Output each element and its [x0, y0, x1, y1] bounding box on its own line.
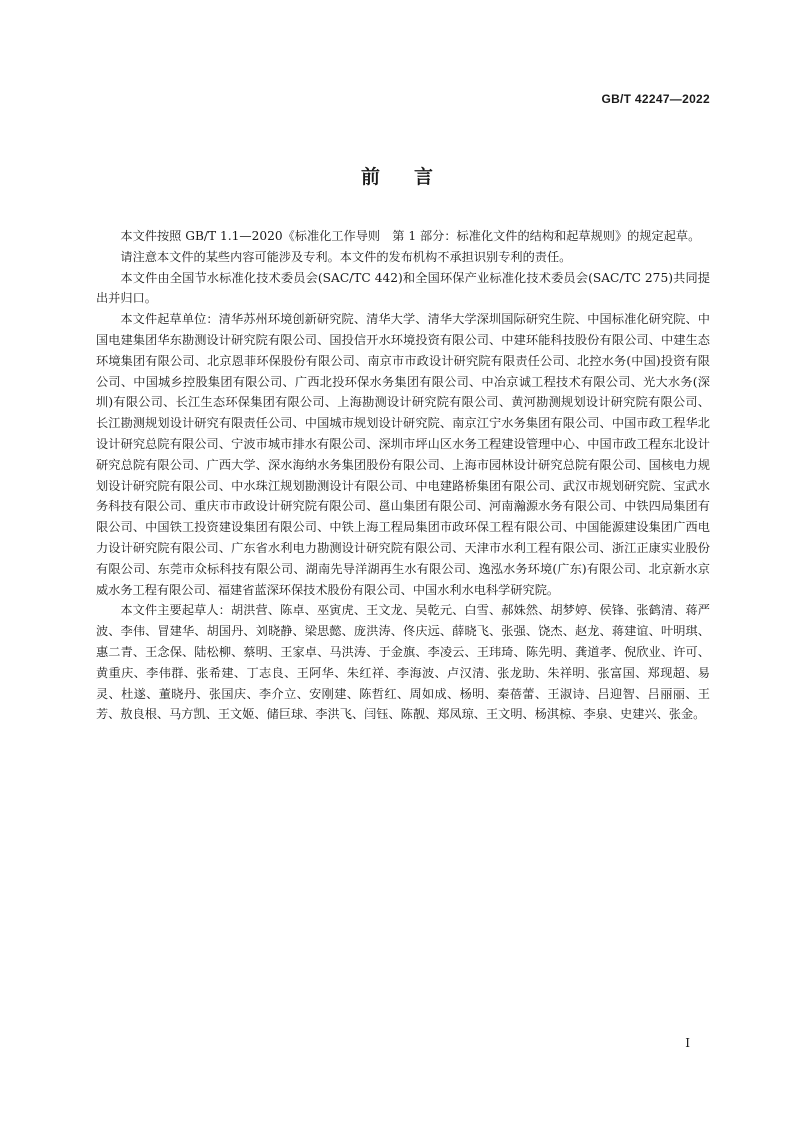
standard-number: GB/T 42247—2022	[601, 92, 710, 106]
foreword-body	[96, 226, 710, 725]
proposer-paragraph: 本文件由全国节水标准化技术委员会(SAC/TC 442)和全国环保产业标准化技术委员会(SAC/TC 275)共同提出并归口。	[96, 270, 710, 306]
drafters-paragraph: 本文件主要起草人：胡洪营、陈卓、巫寅虎、王文龙、吴乾元、白雪、郝姝然、胡梦婷、侯锋、张鹤清、蒋严波、李伟、冒建华、胡国丹、刘晓静、梁思懿、庞洪涛、佟庆远、薛晓飞、张强、饶杰、赵龙、蒋建谊、叶明琪、惠二青、王念保、陆松柳、蔡明、王家卓、马洪涛、于金旗、李凌云、王玮琦、陈先明、龚道孝、倪欣业、许可、黄重庆、李伟群、张希建、丁志良、王阿华、朱红祥、李海波、卢汉清、张龙助、朱祥明、张富国、郑现超、易灵、杜遂、董晓丹、张国庆、李介立、安刚建、陈哲红、周如成、杨明、秦蓓蕾、王淑诗、吕迎智、吕丽丽、王芳、敖良根、马方凯、王文姬、储巨球、李洪飞、闫钰、陈靓、郑凤琼、王文明、杨淇椋、李泉、史建兴、张金。	[96, 603, 710, 722]
page-number: I	[685, 1036, 690, 1050]
patent-notice-paragraph: 请注意本文件的某些内容可能涉及专利。本文件的发布机构不承担识别专利的责任。	[120, 249, 572, 264]
drafting-rules-paragraph: 本文件按照 GB/T 1.1—2020《标准化工作导则 第 1 部分：标准化文件的结构和起草规则》的规定起草。	[120, 229, 701, 243]
drafting-units-paragraph: 本文件起草单位：清华苏州环境创新研究院、清华大学、清华大学深圳国际研究生院、中国标准化研究院、中国电建集团华东勘测设计研究院有限公司、国投信开水环境投资有限公司、中建环能科技股份有限公司、中建生态环境集团有限公司、北京恩菲环保股份有限公司、南京市市政设计研究院有限责任公司、北控水务(中国)投资有限公司、中国城乡控股集团有限公司、广西北投环保水务集团有限公司、中冶京诚工程技术有限公司、光大水务(深圳)有限公司、长江生态环保集团有限公司、上海勘测设计研究院有限公司、黄河勘测规划设计研究院有限公司、长江勘测规划设计研究有限责任公司、中国城市规划设计研究院、南京江宁水务集团有限公司、中国市政工程华北设计研究总院有限公司、宁波市城市排水有限公司、深圳市坪山区水务工程建设管理中心、中国市政工程东北设计研究总院有限公司、广西大学、深水海纳水务集团股份有限公司、上海市园林设计研究总院有限公司、国核电力规划设计研究院有限公司、中水珠江规划勘测设计有限公司、中电建路桥集团有限公司、武汉市规划研究院、宝武水务科技有限公司、重庆市市政设计研究院有限公司、邕山集团有限公司、河南瀚源水务有限公司、中铁四局集团有限公司、中国铁工投资建设集团有限公司、中铁上海工程局集团市政环保工程有限公司、中国能源建设集团广西电力设计研究院有限公司、广东省水利电力勘测设计研究院有限公司、天津市水利工程有限公司、浙江正康实业股份有限公司、东莞市众标科技有限公司、湖南先导洋湖再生水有限公司、逸泓水务环境(广东)有限公司、北京新水京威水务工程有限公司、福建省蓝深环保技术股份有限公司、中国水利水电科学研究院。	[96, 312, 710, 597]
page-title: 前言	[360, 166, 467, 188]
